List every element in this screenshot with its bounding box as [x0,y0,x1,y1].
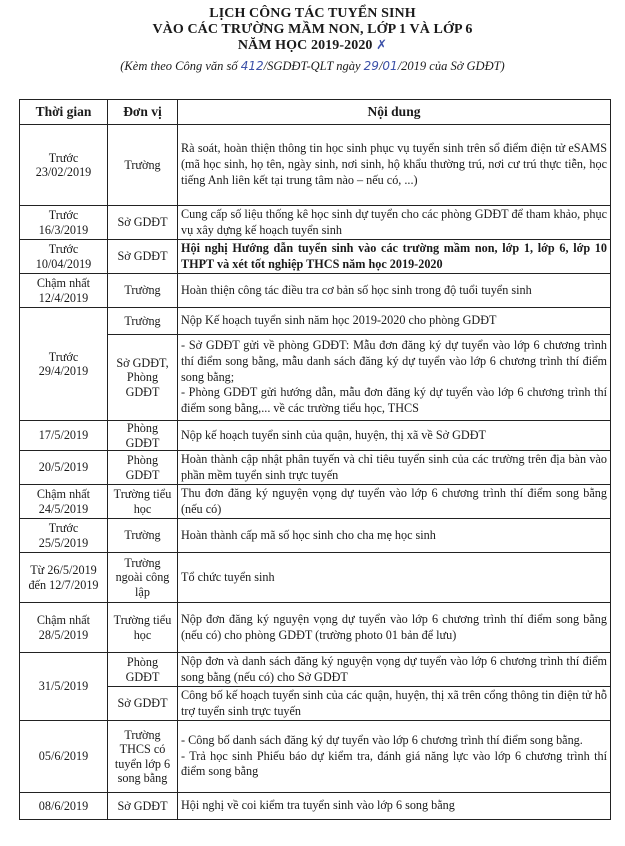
row-unit: Phòng GDĐT [108,451,178,485]
title-year: NĂM HỌC 2019-2020 [237,38,373,53]
title-line-3 [0,38,625,54]
row-time: 17/5/2019 [20,421,108,451]
row-content: Nộp đơn và danh sách đăng ký nguyện vọng dự tuyển vào lớp 6 chương trình thí điểm song bằng (nếu có) cho Sở GDĐT [178,653,611,687]
table-row [20,793,611,820]
row-time: Trước 23/02/2019 [20,125,108,206]
row-content: Hoàn thiện công tác điều tra cơ bản số học sinh trong độ tuổi tuyển sinh [178,274,611,308]
row-content: Hoàn thành cập nhật phân tuyến và chỉ tiêu tuyển sinh của các trường trên địa bàn vào phần mềm tuyển sinh trực tuyến [178,451,611,485]
row-time: Trước 29/4/2019 [20,308,108,421]
row-time: Trước 10/04/2019 [20,240,108,274]
row-content: Hoàn thành cấp mã số học sinh cho cha mẹ học sinh [178,519,611,553]
table-header-row [20,100,611,125]
row-unit: Trường [108,519,178,553]
handwritten-mark-icon: ✗ [376,38,388,53]
row-content-part: - Công bố danh sách đăng ký dự tuyển vào lớp 6 chương trình thí điểm song bằng. [181,732,583,747]
subtitle [0,58,625,75]
table-row [20,308,611,335]
row-content-part: - Trả học sinh Phiếu báo dự kiểm tra, đánh giá năng lực vào lớp 6 chương trình thí điểm song bằng [181,748,607,779]
row-unit: Sở GDĐT [108,793,178,820]
row-unit: Trường ngoài công lập [108,553,178,603]
table-row [20,603,611,653]
row-unit: Trường [108,125,178,206]
table-row [20,519,611,553]
header-content: Nội dung [178,100,611,125]
row-unit: Trường [108,274,178,308]
row-content: Hội nghị Hướng dẫn tuyển sinh vào các trường mầm non, lớp 1, lớp 6, lớp 10 THPT và xét tốt nghiệp THCS năm học 2019-2020 [178,240,611,274]
row-content: Thu đơn đăng ký nguyện vọng dự tuyển vào lớp 6 chương trình thí điểm song bằng (nếu có) [178,485,611,519]
row-content: Nộp đơn đăng ký nguyện vọng dự tuyển vào lớp 6 chương trình thí điểm song bằng (nếu có) cho phòng GDĐT (trường photo 01 bản để lưu) [178,603,611,653]
table-row [20,721,611,793]
row-unit: Trường tiểu học [108,603,178,653]
table-row [20,687,611,721]
row-unit: Sở GDĐT [108,240,178,274]
row-unit: Sở GDĐT [108,206,178,240]
table-row [20,335,611,421]
subtitle-mid: /SGDĐT-QLT ngày [263,59,361,73]
row-unit: Sở GDĐT [108,687,178,721]
row-unit: Trường [108,308,178,335]
row-time: 31/5/2019 [20,653,108,721]
row-time: Chậm nhất 24/5/2019 [20,485,108,519]
table-row [20,451,611,485]
subtitle-suffix: /2019 của Sở GDĐT) [397,59,505,73]
row-content: Công bố kế hoạch tuyển sinh của các quận, huyện, thị xã trên cổng thông tin điện tử hỗ trợ tuyển sinh trực tuyến [178,687,611,721]
row-time: Chậm nhất 12/4/2019 [20,274,108,308]
table-row [20,553,611,603]
table-row [20,125,611,206]
row-content [178,335,611,421]
row-time: Trước 16/3/2019 [20,206,108,240]
table-row [20,240,611,274]
header-unit: Đơn vị [108,100,178,125]
row-content: Cung cấp số liệu thống kê học sinh dự tuyển cho các phòng GDĐT để tham khảo, phục vụ xây dựng kế hoạch tuyển sinh [178,206,611,240]
row-time: Từ 26/5/2019 đến 12/7/2019 [20,553,108,603]
row-content: Rà soát, hoàn thiện thông tin học sinh phục vụ tuyển sinh trên sổ điểm điện tử eSAMS (mã học sinh, họ tên, ngày sinh, nơi sinh, hộ khẩu thường trú, nơi cư trú thực tiễn, học tiếng Anh liên kết tại trung tâm nào – nếu có, ...) [178,125,611,206]
subtitle-prefix: (Kèm theo Công văn số [120,59,238,73]
schedule-table [19,99,611,820]
row-unit: Trường tiểu học [108,485,178,519]
row-content: Nộp Kế hoạch tuyển sinh năm học 2019-2020 cho phòng GDĐT [178,308,611,335]
row-content [178,721,611,793]
table-row [20,653,611,687]
title-line-2: VÀO CÁC TRƯỜNG MẦM NON, LỚP 1 VÀ LỚP 6 [152,22,473,37]
table-row [20,274,611,308]
row-time: 20/5/2019 [20,451,108,485]
row-content: Nộp kế hoạch tuyển sinh của quận, huyện, thị xã về Sở GDĐT [178,421,611,451]
table-row [20,421,611,451]
row-content-part: - Phòng GDĐT gửi hướng dẫn, mẫu đơn đăng ký dự tuyển vào lớp 6 chương trình thí điểm song bằng,... về các trường tiểu học, THCS [181,385,607,416]
row-unit: Trường THCS có tuyển lớp 6 song bằng [108,721,178,793]
date-separator: / [378,59,383,73]
row-unit: Sở GDĐT, Phòng GDĐT [108,335,178,421]
row-content: Tổ chức tuyển sinh [178,553,611,603]
day-handwritten: 29 [363,59,379,73]
title-line-1: LỊCH CÔNG TÁC TUYỂN SINH [209,6,416,21]
table-row [20,206,611,240]
doc-number-handwritten: 412 [240,59,264,73]
document-header [0,6,625,75]
header-time: Thời gian [20,100,108,125]
row-unit: Phòng GDĐT [108,421,178,451]
row-time: Chậm nhất 28/5/2019 [20,603,108,653]
row-time: 05/6/2019 [20,721,108,793]
month-handwritten: 01 [382,59,398,73]
row-content-part: - Sở GDĐT gửi về phòng GDĐT: Mẫu đơn đăng ký dự tuyển vào lớp 6 chương trình thí điểm song bằng, mẫu danh sách đăng ký dự tuyển vào lớp 6 chương trình thí điểm song bằng; [181,338,607,384]
row-content: Hội nghị về coi kiểm tra tuyển sinh vào lớp 6 song bằng [178,793,611,820]
row-time: Trước 25/5/2019 [20,519,108,553]
row-time: 08/6/2019 [20,793,108,820]
row-unit: Phòng GDĐT [108,653,178,687]
table-row [20,485,611,519]
